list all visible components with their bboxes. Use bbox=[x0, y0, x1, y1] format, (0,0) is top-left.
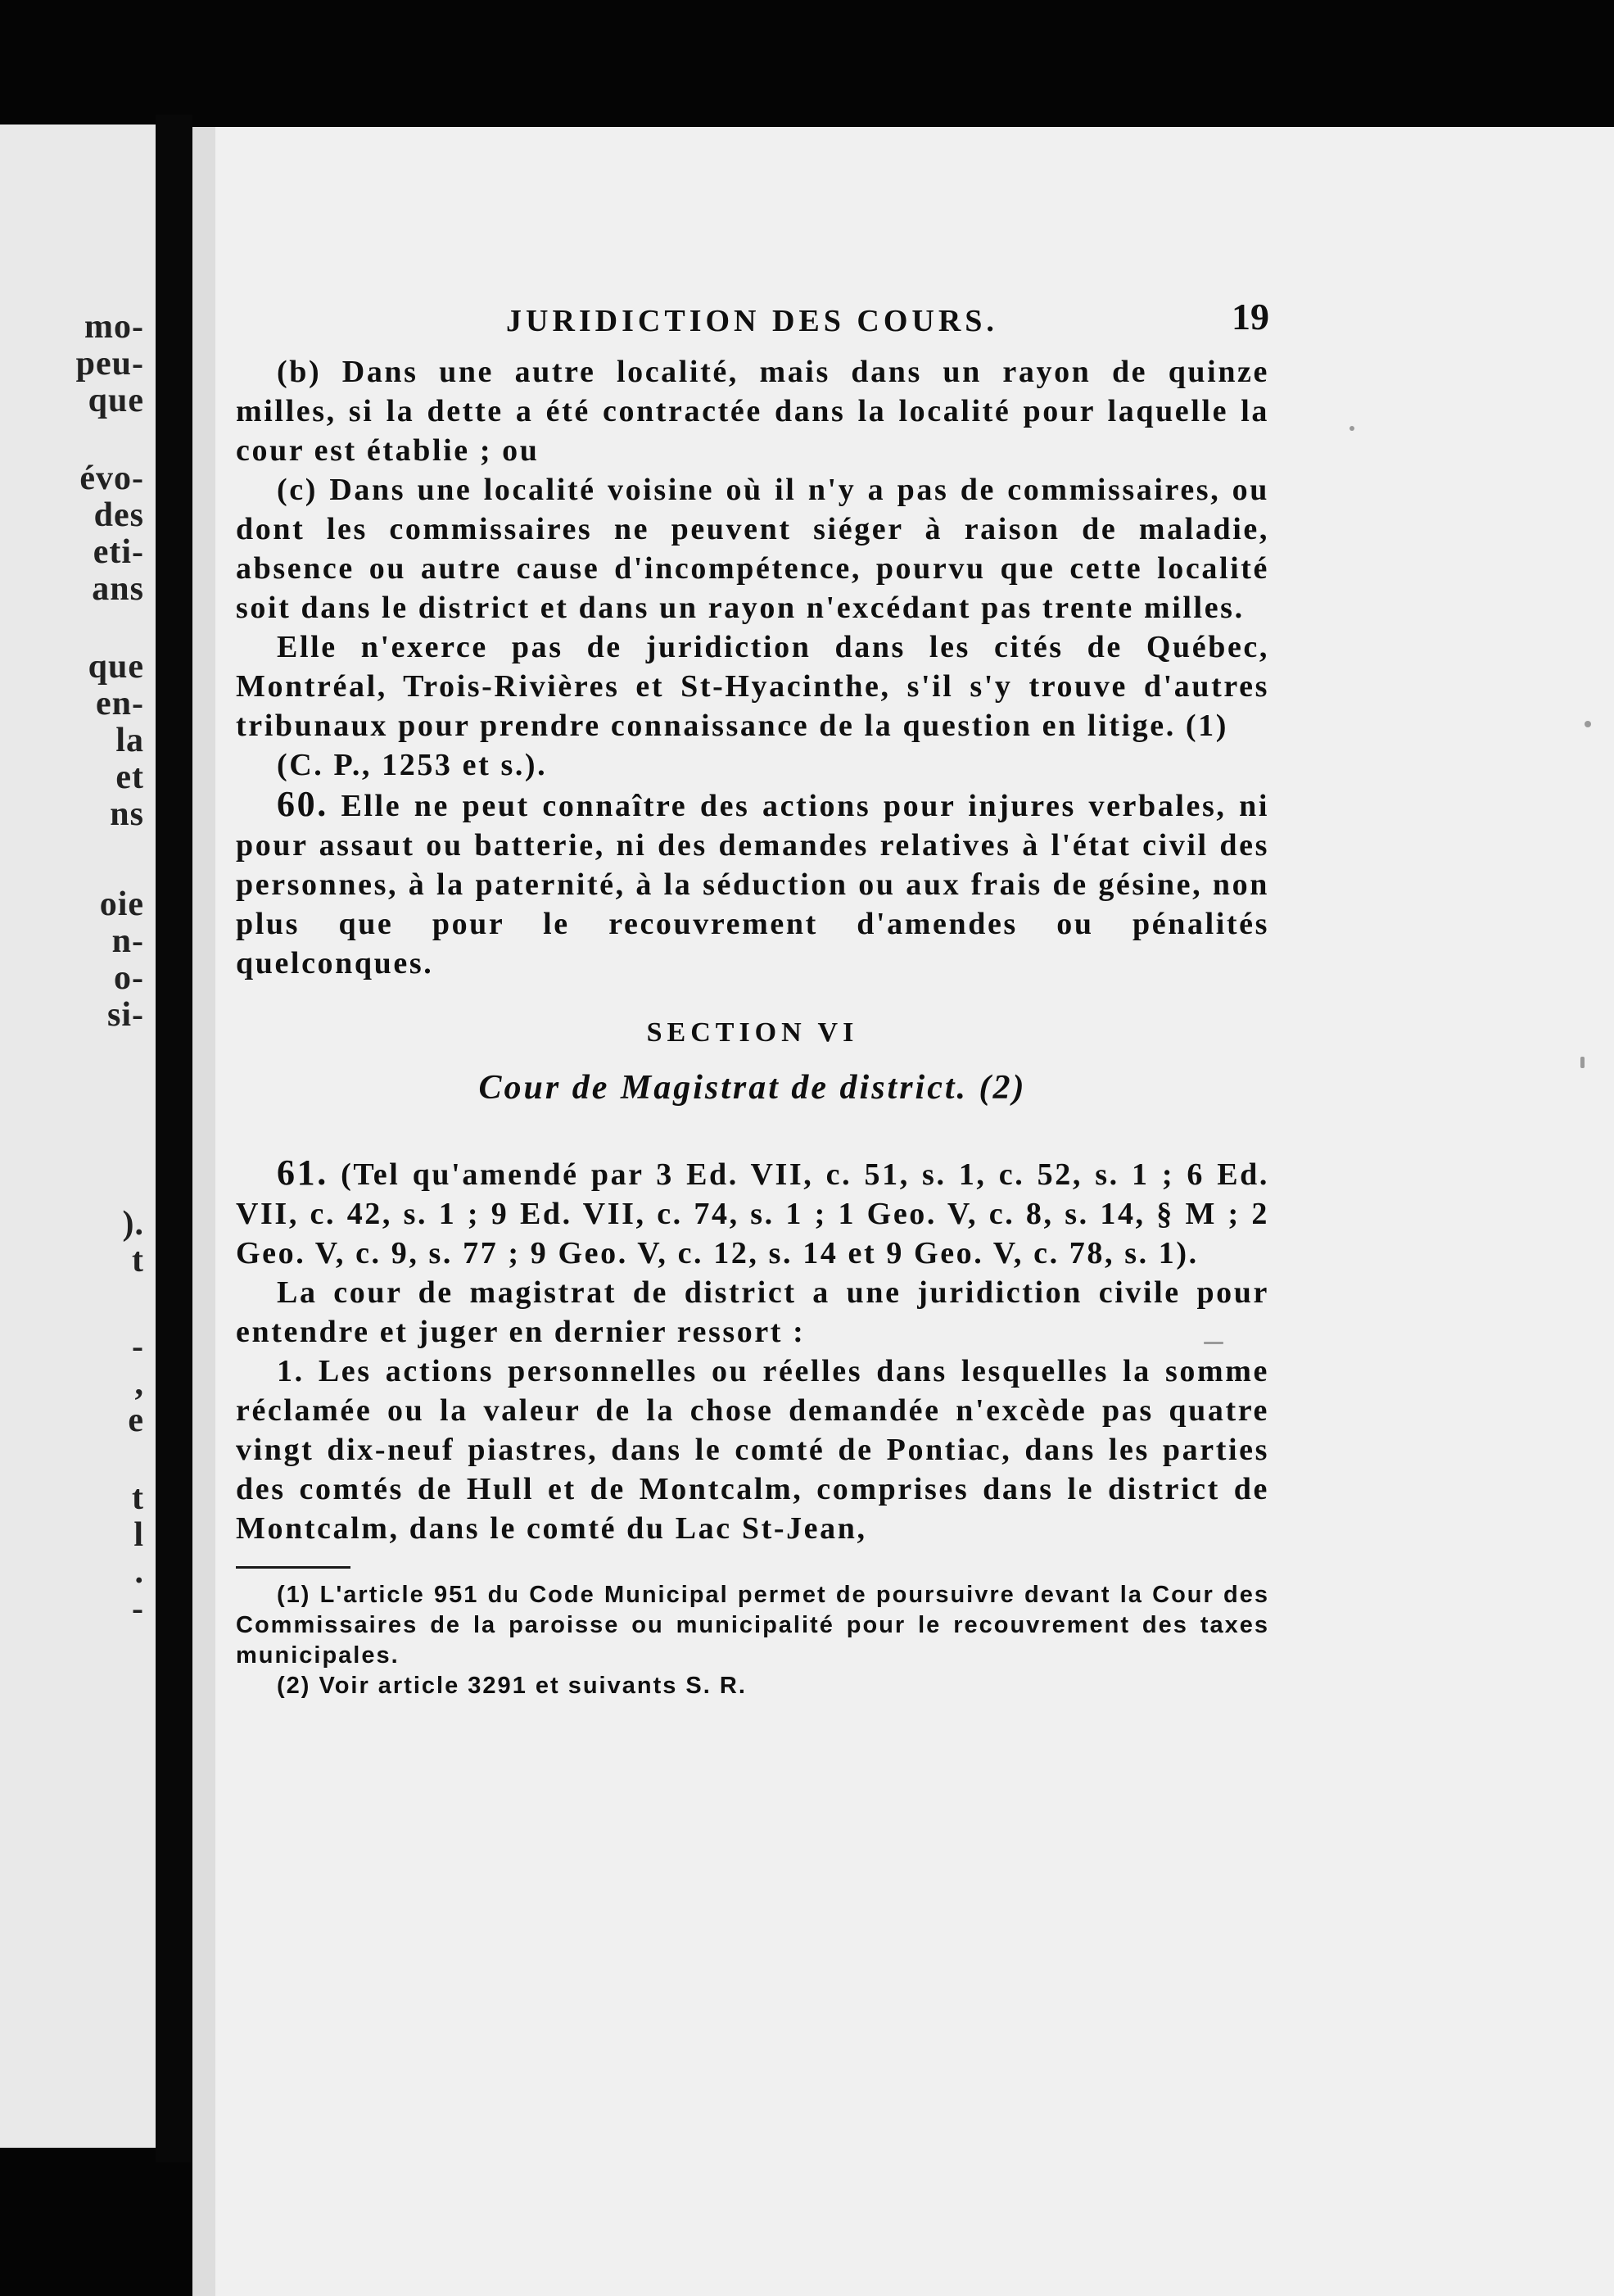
previous-page-fragment: des bbox=[93, 496, 144, 534]
section-heading: SECTION VI bbox=[646, 1017, 859, 1048]
previous-page-fragment: si- bbox=[107, 996, 144, 1034]
article-61-item-1: 1. Les actions personnelles ou réelles dans lesquelles la somme réclamée ou la valeur de la chose demandée n'excède pas quatre vingt dix-neuf piastres, dans le comté de Pontiac, dans les parties des comtés de Hull et de Montcalm, comprises dans le district de Montcalm, dans le comté du Lac St-Jean, bbox=[236, 1354, 1269, 1546]
previous-page-fragment: la bbox=[115, 722, 144, 759]
article-60 bbox=[236, 785, 1269, 983]
previous-page-fragment: oie bbox=[99, 885, 144, 923]
previous-page-fragment: eti- bbox=[93, 533, 144, 571]
paragraph-jurisdiction: Elle n'exerce pas de juridiction dans les cités de Québec, Montréal, Trois-Rivières et St-Hyacinthe, s'il s'y trouve d'autres tribunaux pour prendre connaissance de la question en litige. (1) bbox=[236, 630, 1269, 743]
previous-page-fragment: mo- bbox=[84, 308, 144, 346]
previous-page-fragment: en- bbox=[96, 685, 144, 722]
speck-mark bbox=[1350, 426, 1354, 431]
article-61-intro: La cour de magistrat de district a une juridiction civile pour entendre et juger en dernier ressort : bbox=[236, 1275, 1269, 1349]
article-61-number: 61. bbox=[277, 1153, 328, 1193]
previous-page-fragment: e bbox=[128, 1402, 144, 1439]
previous-page-fragment: - bbox=[132, 1328, 144, 1365]
article-61 bbox=[236, 1153, 1269, 1273]
previous-page-fragment: n- bbox=[111, 922, 144, 960]
previous-page-fragment: et bbox=[115, 759, 144, 796]
previous-page-fragment: t bbox=[132, 1479, 144, 1517]
footnote-1: (1) L'article 951 du Code Municipal permet de poursuivre devant la Cour des Commissaires de la paroisse ou municipalité pour le recouvrement des taxes municipales. bbox=[236, 1582, 1269, 1669]
speck-mark bbox=[1580, 1057, 1585, 1068]
previous-page-fragment: ans bbox=[92, 570, 144, 608]
previous-page-strip bbox=[0, 125, 156, 2148]
previous-page-fragment: , bbox=[134, 1365, 144, 1402]
footnote-rule bbox=[236, 1566, 350, 1569]
previous-page-fragment: ). bbox=[122, 1205, 144, 1243]
previous-page-fragment: que bbox=[88, 382, 144, 419]
paragraph-b: (b) Dans une autre localité, mais dans un rayon de quinze milles, si la dette a été contractée dans la localité pour laquelle la cour est établie ; ou bbox=[236, 355, 1269, 468]
footnote-2: (2) Voir article 3291 et suivants S. R. bbox=[277, 1673, 747, 1699]
article-61-amendment: (Tel qu'amendé par 3 Ed. VII, c. 51, s. 1, c. 52, s. 1 ; 6 Ed. VII, c. 42, s. 1 ; 9 Ed. VII, c. 74, s. 1 ; 1 Geo. V, c. 8, s. 14, § M ; 2 Geo. V, c. 9, s. 77 ; 9 Geo. V, c. 12, s. 14 et 9 Geo. V, c. 78, s. 1). bbox=[236, 1157, 1269, 1270]
running-head bbox=[236, 295, 1269, 352]
previous-page-fragment: peu- bbox=[75, 345, 144, 383]
code-reference: (C. P., 1253 et s.). bbox=[277, 748, 548, 782]
previous-page-fragment: t bbox=[132, 1242, 144, 1279]
previous-page-fragment: évo- bbox=[79, 460, 144, 497]
article-60-text: Elle ne peut connaître des actions pour injures verbales, ni pour assaut ou batterie, ni des demandes relatives à l'état civil des personnes, à la paternité, à la séduction ou aux frais de gésine, non plus que pour le recouvrement d'amendes ou pénalités quelconques. bbox=[236, 789, 1269, 980]
page-text-block bbox=[236, 295, 1269, 1701]
page-number: 19 bbox=[1232, 296, 1269, 337]
previous-page-fragment: - bbox=[132, 1590, 144, 1628]
section-title: Cour de Magistrat de district. (2) bbox=[478, 1069, 1027, 1107]
paragraph-c: (c) Dans une localité voisine où il n'y a pas de commissaires, ou dont les commissaires ne peuvent siéger à raison de maladie, absence ou autre cause d'incompétence, pourvu que cette localité soit dans le district et dans un rayon n'excédant pas trente milles. bbox=[236, 473, 1269, 625]
previous-page-fragment: l bbox=[133, 1516, 144, 1554]
running-title: JURIDICTION DES COURS. bbox=[506, 304, 998, 338]
article-60-number: 60. bbox=[277, 784, 328, 824]
previous-page-fragment: ns bbox=[110, 795, 144, 833]
previous-page-fragment: que bbox=[88, 648, 144, 686]
speck-mark bbox=[1585, 721, 1591, 727]
page-edge-shadow bbox=[192, 127, 215, 2296]
previous-page-fragment: . bbox=[134, 1553, 144, 1591]
book-gutter bbox=[156, 115, 192, 2162]
previous-page-fragment: o- bbox=[114, 959, 144, 997]
